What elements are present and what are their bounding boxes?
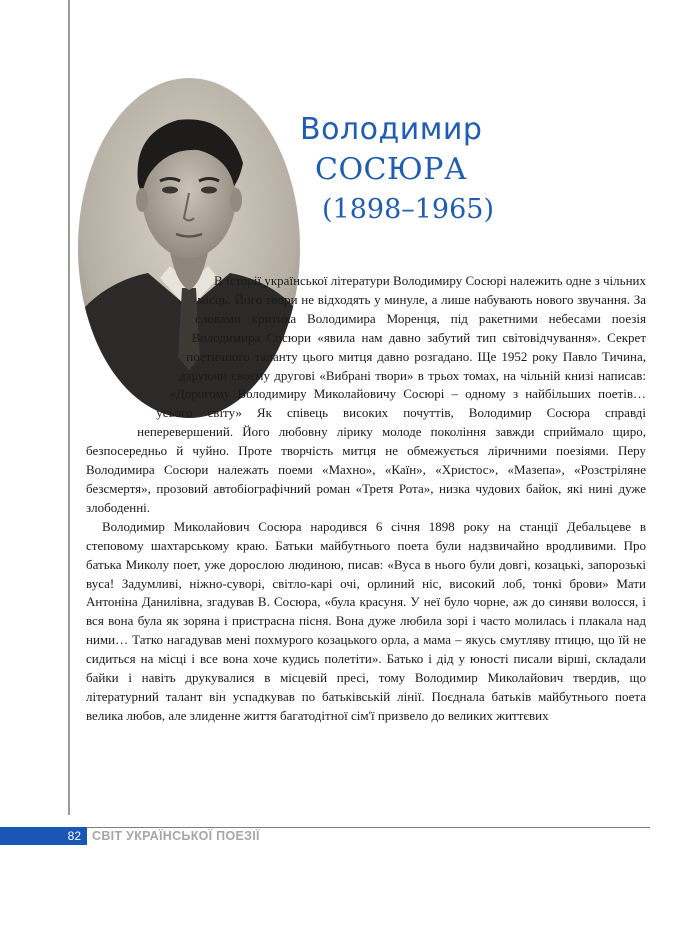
author-years: (1898–1965) — [322, 194, 494, 225]
footer-rule — [87, 827, 650, 828]
page-number: 82 — [0, 827, 87, 845]
paragraph-biography: Володимир Миколайович Сосюра народився 6 січня 1898 року на станції Дебальцеве в степовому шахтарському краю. Батьки майбутнього поета були надзвичайно вродливими. Про батька Миколу поет, уже дорослою людиною, писав: «Вуса в нього були довгі, козацькі, запорозькі вуса! Задумливі, ніжно-суворі, світло-карі очі, орлиний ніс, високий лоб, тонкі брови» Мати Антоніна Данилівна, згадував В. Сосюра, «була красуня. У неї було чорне, аж до синяви волосся, і вся вона була як зоряна і пристрасна пісня. Вона дуже любила зорі і часто молилась і плакала над ними… Татко нагадував мені похмурого козацького орла, а мама – якусь смутляву птицю, що їй не сидиться на місці і все вона хоче кудись полетіти». Батько і дід у юності писали вірші, складали байки і навіть друкувалися в місцевій пресі, тому Володимир Миколайович твердив, що літературний талант він успадкував по батьківській лінії. Поєднала батьків майбутнього поета велика любов, але злиденне життя багатодітної сім'ї призвело до великих життєвих — [86, 518, 646, 723]
paragraph-intro: В історії української літератури Володимиру Сосюрі належить одне з чільних місць. Його твори не відходять у минуле, а лише набувають нового звучання. За словами критика Володимира Моренця, під ракетними небесами поезія Володимира Сосюри «явила нам давно забутий тип світовідчування». Секрет поетичного таланту цього митця давно розгадано. Ще 1952 року Павло Тичина, даруючи своєму другові «Вибрані твори» в трьох томах, на чільній книзі написав: «Дорогому Володимиру Миколайовичу Сосюрі – одному з найбільших поетів… усього світу» Як співець високих почуттів, Володимир Сосюра справді неперевершений. Його любовну лірику молоде покоління завжди сприймало щиро, безпосередньо й чуйно. Проте творчість митця не обмежується ліричними поезіями. Перу Володимира Сосюри належать поеми «Махно», «Каїн», «Христос», «Мазепа», «Розстріляне безсмертя», прозовий автобіографічний роман «Третя Рота», низка чудових байок, які нині дуже злободенні. — [86, 273, 646, 515]
margin-rule — [68, 0, 70, 815]
running-title: СВІТ УКРАЇНСЬКОЇ ПОЕЗІЇ — [92, 829, 260, 843]
author-last-name: СОСЮРА — [315, 152, 468, 187]
author-first-name: Володимир — [300, 112, 483, 147]
article-text — [86, 272, 646, 726]
